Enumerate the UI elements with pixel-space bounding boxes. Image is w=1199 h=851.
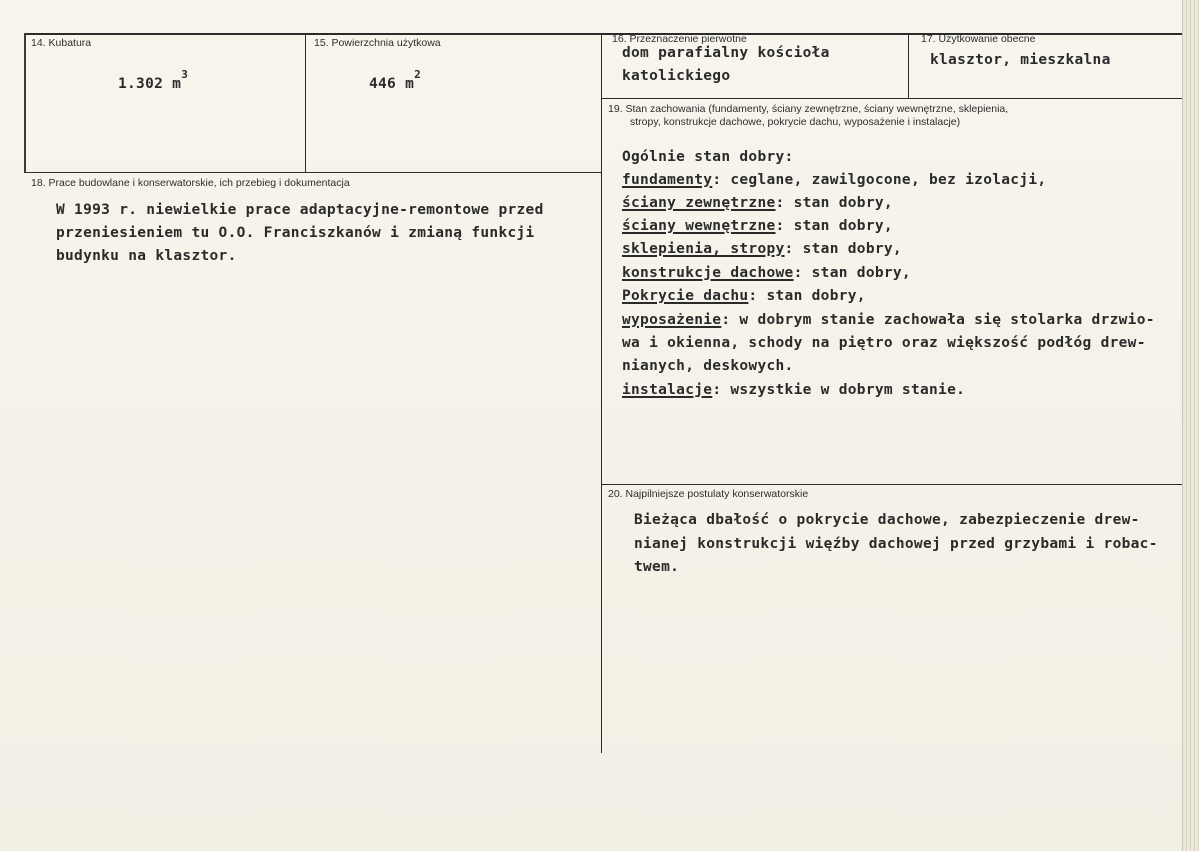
condition-term: sklepienia, stropy xyxy=(622,241,785,257)
condition-text: : w dobrym stanie zachowała się stolarka drzwio- xyxy=(721,312,1155,328)
field-20-line-3: twem. xyxy=(634,559,680,575)
field-14-label: 14. Kubatura xyxy=(31,37,92,49)
field-19-label-line-1: 19. Stan zachowania (fundamenty, ściany zewnętrzne, ściany wewnętrzne, sklepienia, xyxy=(608,103,1009,115)
condition-line xyxy=(622,172,1046,188)
condition-term: wyposażenie xyxy=(622,312,722,328)
condition-line xyxy=(622,195,893,211)
field-15-label: 15. Powierzchnia użytkowa xyxy=(314,37,441,49)
condition-line xyxy=(622,265,911,281)
field-18-label: 18. Prace budowlane i konserwatorskie, ich przebieg i dokumentacja xyxy=(31,177,350,189)
condition-term: konstrukcje dachowe xyxy=(622,265,794,281)
divider-16-19 xyxy=(602,98,1184,99)
condition-term: fundamenty xyxy=(622,172,713,188)
condition-term: instalacje xyxy=(622,382,713,398)
field-18-line-3: budynku na klasztor. xyxy=(56,248,237,264)
divider-16-17 xyxy=(908,33,909,99)
condition-term: ściany zewnętrzne xyxy=(622,195,776,211)
condition-text: : stan dobry, xyxy=(775,218,893,234)
left-border xyxy=(24,33,26,173)
field-17-value: klasztor, mieszkalna xyxy=(930,52,1111,68)
field-14-value-text: 1.302 m xyxy=(118,75,182,92)
condition-line xyxy=(622,288,866,304)
condition-line xyxy=(622,241,902,257)
divider-14-15 xyxy=(305,33,306,173)
stacked-card-edges xyxy=(1182,0,1199,851)
condition-continuation-1: wa i okienna, schody na piętro oraz większość podłóg drew- xyxy=(622,335,1146,351)
field-16-line-2: katolickiego xyxy=(622,68,731,84)
divider-row1-left xyxy=(25,172,601,173)
condition-text: : stan dobry, xyxy=(793,265,911,281)
condition-text: : stan dobry, xyxy=(748,288,866,304)
field-19-label-line-2: stropy, konstrukcje dachowe, pokrycie dachu, wyposażenie i instalacje) xyxy=(630,116,961,128)
field-16-line-1: dom parafialny kościoła xyxy=(622,45,830,61)
field-15-value-text: 446 m xyxy=(369,75,415,92)
field-18-line-2: przeniesieniem tu O.O. Franciszkanów i zmianą funkcji xyxy=(56,225,535,241)
field-19-intro: Ogólnie stan dobry: xyxy=(622,149,794,165)
field-16-label: 16. Przeznaczenie pierwotne xyxy=(612,33,747,45)
field-14-value xyxy=(118,68,189,92)
condition-line xyxy=(622,382,965,398)
center-divider xyxy=(601,33,602,753)
condition-line xyxy=(622,218,893,234)
condition-term: Pokrycie dachu xyxy=(622,288,749,304)
divider-19-20 xyxy=(602,484,1184,485)
field-20-line-2: nianej konstrukcji więźby dachowej przed grzybami i robac- xyxy=(634,536,1158,552)
field-20-label: 20. Najpilniejsze postulaty konserwatorskie xyxy=(608,488,809,500)
condition-text: : wszystkie w dobrym stanie. xyxy=(712,382,966,398)
field-18-line-1: W 1993 r. niewielkie prace adaptacyjne-remontowe przed xyxy=(56,202,544,218)
condition-term: ściany wewnętrzne xyxy=(622,218,776,234)
condition-continuation-2: nianych, deskowych. xyxy=(622,358,794,374)
condition-text: : stan dobry, xyxy=(775,195,893,211)
condition-text: : stan dobry, xyxy=(784,241,902,257)
condition-text: : ceglane, zawilgocone, bez izolacji, xyxy=(712,172,1047,188)
field-14-unit-exponent: 3 xyxy=(181,68,189,81)
field-15-value xyxy=(369,68,422,92)
condition-line xyxy=(622,312,1155,328)
field-20-line-1: Bieżąca dbałość o pokrycie dachowe, zabezpieczenie drew- xyxy=(634,512,1140,528)
field-15-unit-exponent: 2 xyxy=(414,68,422,81)
field-17-label: 17. Użytkowanie obecne xyxy=(921,33,1036,45)
